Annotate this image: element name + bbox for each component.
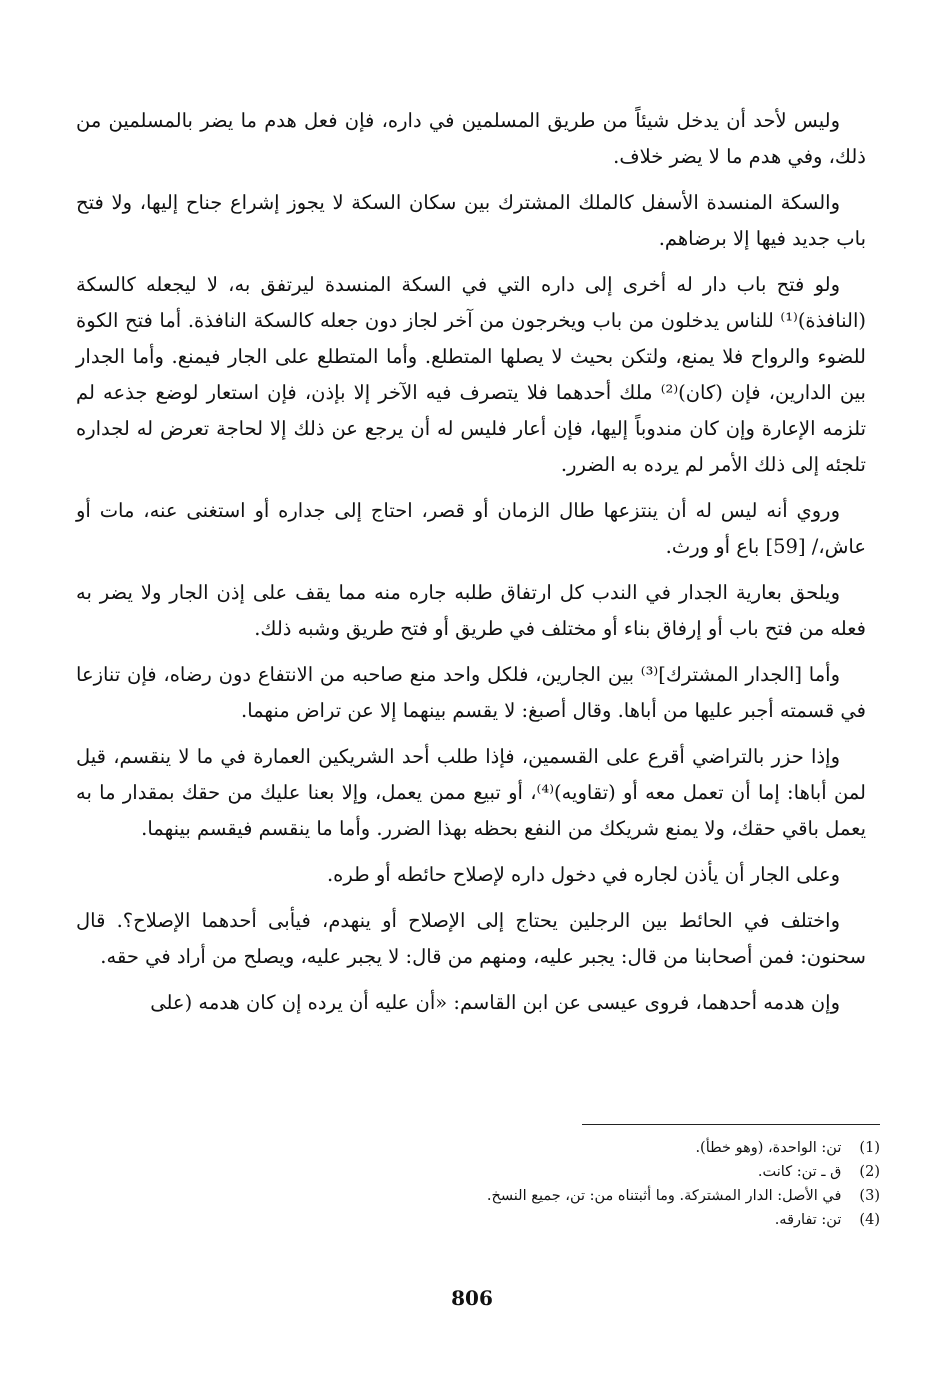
footnote-text: تن: الواحدة، (وهو خطأ). [695, 1140, 842, 1156]
paragraph: وليس لأحد أن يدخل شيئاً من طريق المسلمين في داره، فإن فعل هدم ما يضر بالمسلمين من ذلك، وفي هدم ما لا يضر خلاف. [76, 109, 866, 168]
paragraph: والسكة المنسدة الأسفل كالملك المشترك بين سكان السكة لا يجوز إشراع جناح إليها، ولا فتح باب جديد فيها إلا برضاهم. [76, 191, 866, 250]
footnotes [300, 1136, 880, 1232]
paragraph: ويلحق بعارية الجدار في الندب كل ارتفاق طلبه جاره منه مما يقف على إذن الجار ولا يضر به فعله من فتح باب أو إرفاق بناء أو مختلف في طريق أو فتح طريق وشبه ذلك. [76, 581, 866, 640]
paragraph: وإذا حزر بالتراضي أقرع على القسمين، فإذا طلب أحد الشريكين العمارة في ما لا ينقسم، قيل لمن أباها: إما أن تعمل معه أو (تقاويه)⁽⁴⁾، أو تبيع ممن يعمل، وإلا بعنا عليك من حقك بمقدار ما به يعمل باقي حقك، ولا يمنع شريكك من النفع بحظه بهذا الضرر. وأما ما ينقسم فيقسم بينهما. [76, 745, 866, 840]
footnote [300, 1136, 880, 1160]
footnote-divider [582, 1124, 880, 1125]
paragraph: وعلى الجار أن يأذن لجاره في دخول داره لإصلاح حائطه أو طره. [326, 863, 840, 886]
paragraph: وروي أنه ليس له أن ينتزعها طال الزمان أو قصر، احتاج إلى جداره أو استغنى عنه، مات أو عاش،/ [59] باع أو ورث. [76, 499, 866, 558]
footnote-number: (4) [859, 1212, 880, 1228]
main-text [76, 103, 866, 1031]
paragraph: وأما [الجدار المشترك]⁽³⁾ بين الجارين، فلكل واحد منع صاحبه من الانتفاع دون رضاه، فإن تنازعا في قسمته أجبر عليها من أباها. وقال أصبغ: لا يقسم بينهما إلا عن تراض منهما. [76, 663, 866, 722]
paragraph: ولو فتح باب دار له أخرى إلى داره التي في السكة المنسدة ليرتفق به، لا ليجعله كالسكة (النافذة)⁽¹⁾ للناس يدخلون من باب ويخرجون من آخر لجاز دون جعله كالسكة النافذة. أما فتح الكوة للضوء والرواح فلا يمنع، ولتكن بحيث لا يصلها المتطلع. وأما المتطلع على الجار فيمنع. وأما الجدار بين الدارين، فإن (كان)⁽²⁾ ملك أحدهما فلا يتصرف فيه الآخر إلا بإذن، فإن استعار لوضع جذعه لم تلزمه الإعارة وإن كان مندوباً إليها، فإن أعار فليس له أن يرجع عن ذلك إلا لحاجة تعرض له لجداره تلجئه إلى ذلك الأمر لم يرده به الضرر. [76, 273, 866, 476]
paragraph: وإن هدمه أحدهما، فروى عيسى عن ابن القاسم: «أن عليه أن يرده إن كان هدمه (على [150, 991, 840, 1014]
footnote-text: في الأصل: الدار المشتركة. وما أثبتناه من: تن، جميع النسخ. [486, 1188, 842, 1204]
footnote-number: (2) [859, 1164, 880, 1180]
footnote [300, 1160, 880, 1184]
footnote [300, 1208, 880, 1232]
footnote-text: تن: تفارقه. [774, 1212, 842, 1228]
footnote [300, 1184, 880, 1208]
footnote-number: (1) [859, 1140, 880, 1156]
footnote-number: (3) [859, 1188, 880, 1204]
footnote-text: ق ـ تن: كانت. [757, 1164, 842, 1180]
page-number: 806 [451, 1286, 493, 1310]
paragraph: واختلف في الحائط بين الرجلين يحتاج إلى الإصلاح أو ينهدم، فيأبى أحدهما الإصلاح؟. قال سحنون: فمن أصحابنا من قال: يجبر عليه، ومنهم من قال: لا يجبر عليه، ويصلح من أراد في حقه. [76, 909, 866, 968]
